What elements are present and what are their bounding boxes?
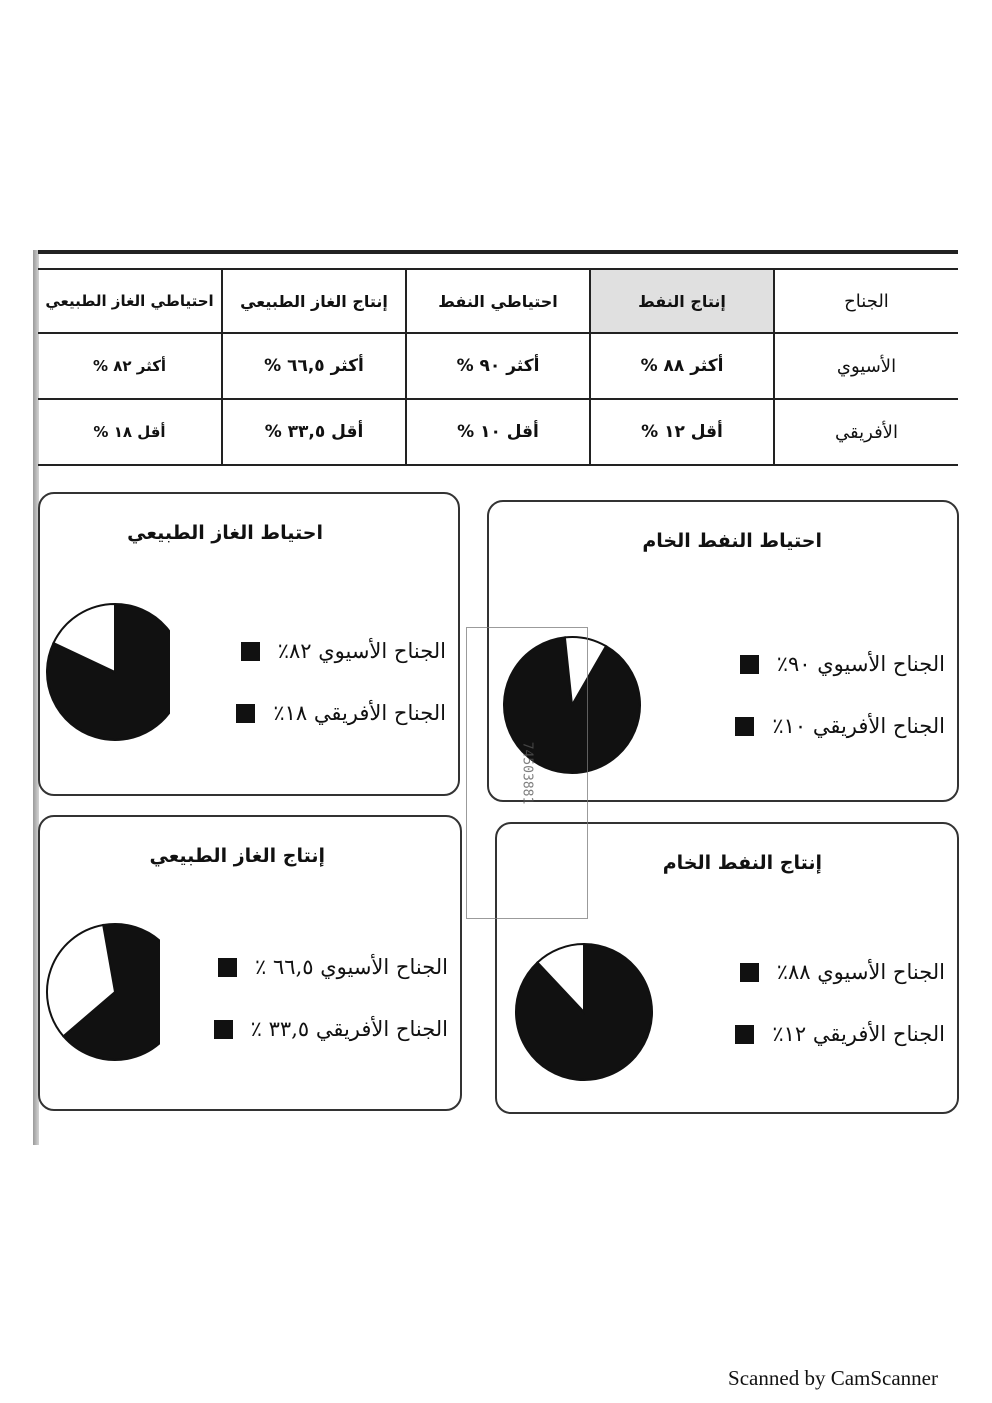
- table-cell: أقل ١٠ %: [406, 399, 590, 465]
- chart-legend: [214, 951, 448, 1075]
- table-cell: الأفريقي: [774, 399, 958, 465]
- oil-production-pie: [509, 937, 659, 1087]
- table-header-row: [38, 269, 958, 333]
- table-cell: أكثر ٦٦,٥ %: [222, 333, 406, 399]
- legend-item: [214, 951, 448, 983]
- legend-label: الجناح الأسيوي ٩٠٪: [776, 652, 945, 676]
- table-cell: أكثر ٨٢ %: [38, 333, 222, 399]
- library-stamp: [466, 627, 588, 919]
- table-cell: أقل ١٢ %: [590, 399, 774, 465]
- table-cell: أكثر ٩٠ %: [406, 333, 590, 399]
- legend-swatch: [236, 704, 255, 723]
- legend-item: [236, 697, 446, 729]
- table-header-cell: احتياطي الغاز الطبيعي: [38, 269, 222, 333]
- chart-title: إنتاج النفط الخام: [662, 852, 822, 874]
- legend-label: الجناح الأفريقي ١٨٪: [273, 701, 446, 725]
- table-header-cell: إنتاج الغاز الطبيعي: [222, 269, 406, 333]
- chart-title: احتياط الغاز الطبيعي: [127, 522, 323, 544]
- legend-swatch: [241, 642, 260, 661]
- table-row: [38, 333, 958, 399]
- chart-title: احتياط النفط الخام: [642, 530, 822, 552]
- legend-item: [735, 956, 945, 988]
- legend-label: الجناح الأسيوي ٦٦,٥ ٪: [255, 955, 448, 979]
- chart-title: إنتاج الغاز الطبيعي: [149, 845, 325, 867]
- gas-reserves-pie: [40, 597, 170, 747]
- table-header-cell: احتياطي النفط: [406, 269, 590, 333]
- table-cell: الأسيوي: [774, 333, 958, 399]
- gas-production-pie: [40, 917, 160, 1067]
- legend-swatch: [214, 1020, 233, 1039]
- stamp-number: 74503881: [519, 741, 535, 805]
- table-cell: أقل ٣٣,٥ %: [222, 399, 406, 465]
- legend-swatch: [735, 717, 754, 736]
- legend-swatch: [740, 963, 759, 982]
- legend-item: [735, 1018, 945, 1050]
- gas-production-panel: [38, 815, 462, 1111]
- legend-label: الجناح الأسيوي ٨٢٪: [277, 639, 446, 663]
- legend-swatch: [740, 655, 759, 674]
- legend-label: الجناح الأفريقي ٣٣,٥ ٪: [250, 1017, 448, 1041]
- chart-legend: [735, 956, 945, 1080]
- chart-legend: [236, 635, 446, 759]
- table-cell: أكثر ٨٨ %: [590, 333, 774, 399]
- legend-item: [735, 710, 945, 742]
- legend-label: الجناح الأسيوي ٨٨٪: [776, 960, 945, 984]
- top-rule: [38, 250, 958, 254]
- legend-swatch: [735, 1025, 754, 1044]
- legend-item: [735, 648, 945, 680]
- comparison-table: [38, 268, 958, 466]
- legend-label: الجناح الأفريقي ١٢٪: [772, 1022, 945, 1046]
- table-header-cell: إنتاج النفط: [590, 269, 774, 333]
- legend-item: [214, 1013, 448, 1045]
- table-header-cell: الجناح: [774, 269, 958, 333]
- legend-label: الجناح الأفريقي ١٠٪: [772, 714, 945, 738]
- scanner-credit: Scanned by CamScanner: [728, 1366, 938, 1390]
- legend-item: [236, 635, 446, 667]
- table-cell: أقل ١٨ %: [38, 399, 222, 465]
- gas-reserves-panel: [38, 492, 460, 796]
- chart-legend: [735, 648, 945, 772]
- legend-swatch: [218, 958, 237, 977]
- table-row: [38, 399, 958, 465]
